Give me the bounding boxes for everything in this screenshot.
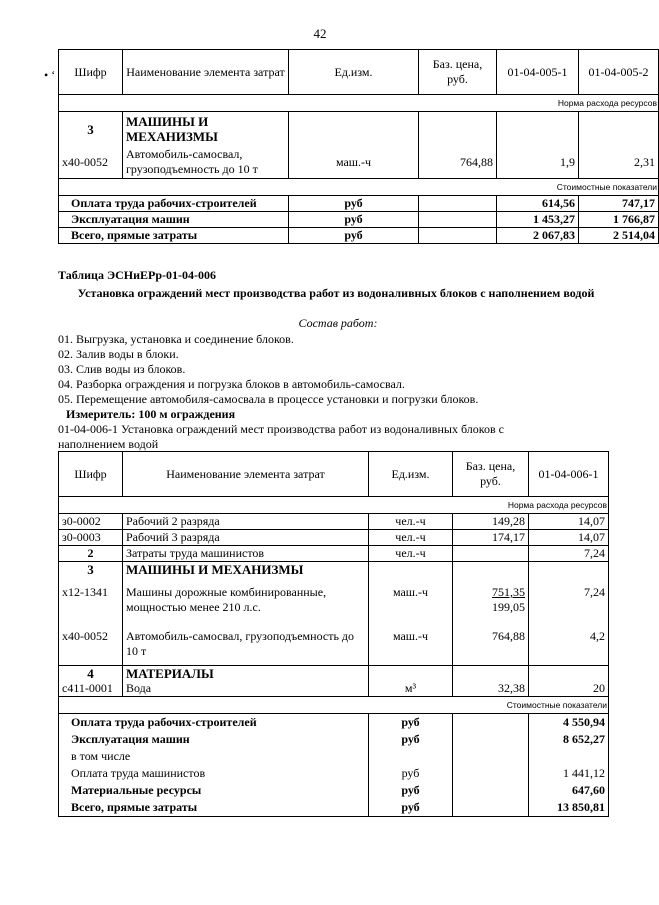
section-number: 3 <box>59 112 123 147</box>
total-value: 13 850,81 <box>529 799 609 817</box>
cost-label: Стоимостные показатели <box>59 697 609 714</box>
row-price <box>453 577 529 623</box>
row-name: Рабочий 3 разряда <box>123 530 369 546</box>
total-unit: руб <box>369 782 453 799</box>
total-value: 8 652,27 <box>529 731 609 748</box>
row-value: 14,07 <box>529 530 609 546</box>
row-price: 764,88 <box>453 623 529 666</box>
header-unit: Ед.изм. <box>289 50 419 95</box>
work-item: 04. Разборка ограждения и погрузка блоков в автомобиль-самосвал. <box>58 377 405 391</box>
header-code: Шифр <box>59 452 123 497</box>
total-value-2: 2 514,04 <box>579 228 659 244</box>
row-unit: маш.-ч <box>289 146 419 179</box>
total-value <box>529 748 609 765</box>
row-code: з0-0003 <box>59 530 123 546</box>
row-unit: чел.-ч <box>369 514 453 530</box>
row-unit: чел.-ч <box>369 530 453 546</box>
row-price: 149,28 <box>453 514 529 530</box>
header-col-1: 01-04-006-1 <box>529 452 609 497</box>
header-name: Наименование элемента затрат <box>123 50 289 95</box>
row-value: 7,24 <box>529 577 609 623</box>
total-label: Эксплуатация машин <box>59 212 289 228</box>
total-unit: руб <box>369 799 453 817</box>
total-value-2: 747,17 <box>579 196 659 212</box>
row-unit: маш.-ч <box>369 577 453 623</box>
row-code: 2 <box>59 546 123 562</box>
row-name: Затраты труда машинистов <box>123 546 369 562</box>
row-code: х40-0052 <box>59 623 123 666</box>
total-label: Оплата труда рабочих-строителей <box>59 196 289 212</box>
total-value-2: 1 766,87 <box>579 212 659 228</box>
header-code: Шифр <box>59 50 123 95</box>
norm-label: Норма расхода ресурсов <box>59 497 609 514</box>
header-unit: Ед.изм. <box>369 452 453 497</box>
total-label: Всего, прямые затраты <box>59 228 289 244</box>
total-unit: руб <box>369 765 453 782</box>
total-unit: руб <box>289 212 419 228</box>
work-item: 01. Выгрузка, установка и соединение блоков. <box>58 332 294 346</box>
total-value-1: 614,56 <box>497 196 579 212</box>
scan-mark: • ‘ <box>44 68 56 82</box>
table-01-04-006 <box>58 451 609 817</box>
row-price: 764,88 <box>419 146 497 179</box>
total-unit: руб <box>369 714 453 732</box>
total-value-1: 1 453,27 <box>497 212 579 228</box>
table-title: Таблица ЭСНиЕРр-01-04-006 <box>58 268 217 282</box>
row-price-main: 751,35 <box>492 585 525 599</box>
total-label: в том числе <box>59 748 369 765</box>
row-code: з0-0002 <box>59 514 123 530</box>
row-price-secondary: 199,05 <box>492 600 525 614</box>
section-title: МАШИНЫ И МЕХАНИЗМЫ <box>123 562 369 578</box>
section-number: 3 <box>59 562 123 578</box>
work-item: 02. Залив воды в блоки. <box>58 347 179 361</box>
total-unit: руб <box>369 731 453 748</box>
total-label: Оплата труда рабочих-строителей <box>59 714 369 732</box>
total-unit <box>369 748 453 765</box>
item-description: 01-04-006-1 Установка ограждений мест производства работ из водоналивных блоков с наполнением водой <box>58 422 504 451</box>
row-unit: м³ <box>369 681 453 697</box>
row-price: 174,17 <box>453 530 529 546</box>
row-value: 14,07 <box>529 514 609 530</box>
meter: Измеритель: 100 м ограждения <box>66 407 236 421</box>
total-label: Эксплуатация машин <box>59 731 369 748</box>
row-value: 7,24 <box>529 546 609 562</box>
row-name: Автомобиль-самосвал, грузоподъемность до 10 т <box>123 146 289 179</box>
header-col-1: 01-04-005-1 <box>497 50 579 95</box>
header-name: Наименование элемента затрат <box>123 452 369 497</box>
row-name: Машины дорожные комбинированные, мощностью менее 210 л.с. <box>123 577 369 623</box>
norm-label: Норма расхода ресурсов <box>59 95 659 112</box>
total-value-1: 2 067,83 <box>497 228 579 244</box>
table-subtitle: Установка ограждений мест производства работ из водоналивных блоков с наполнением водой <box>77 286 595 300</box>
section-number: 4 <box>59 666 123 682</box>
section-title: МАШИНЫ И МЕХАНИЗМЫ <box>123 112 289 147</box>
work-item: 05. Перемещение автомобиля-самосвала в процессе установки и погрузки блоков. <box>58 392 479 406</box>
row-value: 20 <box>529 681 609 697</box>
row-unit: чел.-ч <box>369 546 453 562</box>
row-name: Рабочий 2 разряда <box>123 514 369 530</box>
row-code: х40-0052 <box>59 146 123 179</box>
row-value-1: 1,9 <box>497 146 579 179</box>
total-value: 4 550,94 <box>529 714 609 732</box>
row-unit: маш.-ч <box>369 623 453 666</box>
total-value: 1 441,12 <box>529 765 609 782</box>
header-col-2: 01-04-005-2 <box>579 50 659 95</box>
section-title: МАТЕРИАЛЫ <box>123 666 369 682</box>
cost-label: Стоимостные показатели <box>59 179 659 196</box>
row-code: с411-0001 <box>59 681 123 697</box>
total-unit: руб <box>289 228 419 244</box>
total-value: 647,60 <box>529 782 609 799</box>
row-price: 32,38 <box>453 681 529 697</box>
row-code: х12-1341 <box>59 577 123 623</box>
table-01-04-005 <box>58 49 659 244</box>
work-title: Состав работ: <box>298 316 378 330</box>
header-price: Баз. цена, руб. <box>453 452 529 497</box>
work-item: 03. Слив воды из блоков. <box>58 362 186 376</box>
total-label: Оплата труда машинистов <box>59 765 369 782</box>
row-name: Автомобиль-самосвал, грузоподъемность до 10 т <box>123 623 369 666</box>
row-name: Вода <box>123 681 369 697</box>
total-label: Материальные ресурсы <box>59 782 369 799</box>
total-unit: руб <box>289 196 419 212</box>
total-label: Всего, прямые затраты <box>59 799 369 817</box>
page-number: 42 <box>313 26 327 41</box>
header-price: Баз. цена, руб. <box>419 50 497 95</box>
row-value-2: 2,31 <box>579 146 659 179</box>
row-value: 4,2 <box>529 623 609 666</box>
